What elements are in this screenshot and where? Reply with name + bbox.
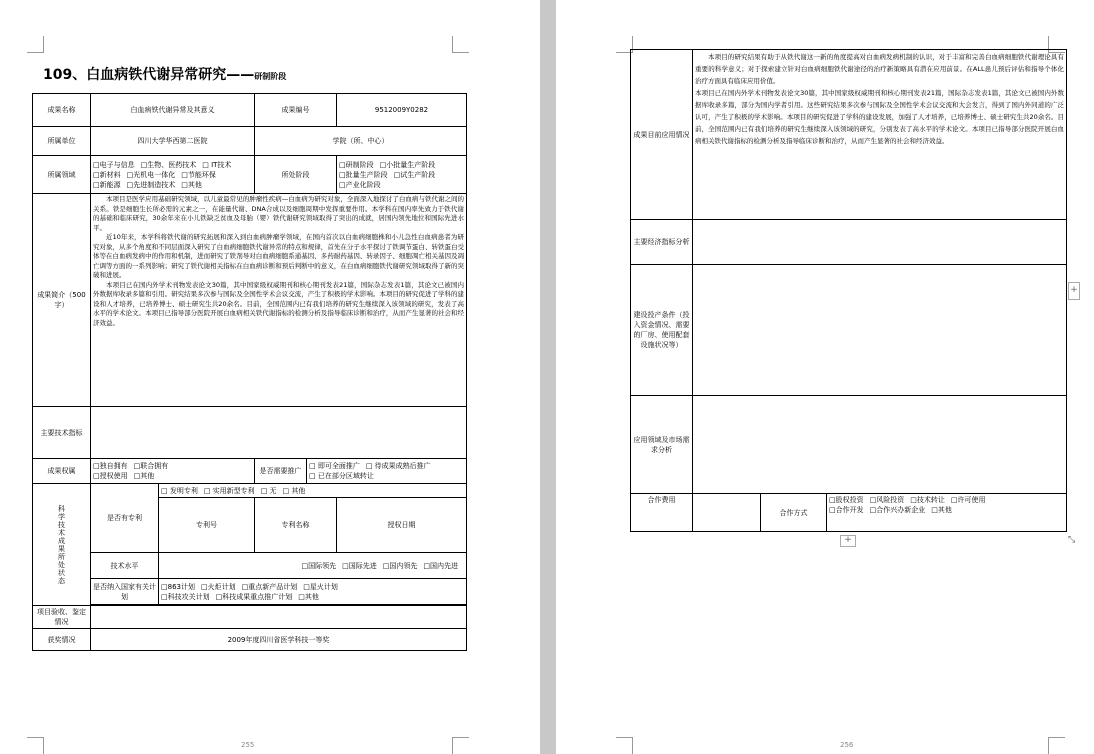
value-result-no[interactable]: 9512009Y0282 [337, 94, 467, 127]
checkbox-plan[interactable]: □其他 [298, 592, 319, 601]
label-plan: 是否纳入国家有关计划 [91, 579, 159, 605]
checkbox-ownership[interactable]: □授权使用 [93, 472, 128, 480]
row-patent [33, 484, 467, 498]
document-title [43, 64, 286, 84]
checkbox-promote[interactable]: □ 待成果成熟后推广 [365, 462, 431, 470]
checkbox-tech-level[interactable]: □国际领先 [301, 561, 337, 570]
checkbox-tech-level[interactable]: □国际先进 [342, 561, 377, 570]
value-invest[interactable] [693, 265, 1067, 396]
label-econ: 主要经济指标分析 [631, 220, 693, 265]
intro-paragraph-3: 本项目已在国内外学术刊物发表论文30篇，其中国家级权威期刊和核心期刊发表21篇，国际杂志发表1篇，其论文已被国内外数据库收录多篇和引用。研究结果多次参与国际及全国性学术会议交流，产生了积极的学术影响。本项目的研究促进了学科的建设和人才培养，已培养博士、硕士研究生共20余名。目前，全国范围内已有我们培养的研究生继续深入该领域的研究，发表了高水平的学术论文。本项目已指导部分医院开展白血病相关铁代谢指标的检测分析及指导临床诊断和治疗，从而产生显著的社会和经济效益。 [93, 280, 464, 327]
checkbox-patent[interactable]: □ 无 [260, 486, 277, 495]
page-number: 255 [241, 741, 255, 749]
intro-paragraph-1: 本项目是医学应用基础研究领域，以儿童最常见的肿瘤性疾病—白血病为研究对象，全面深入地探讨了白血病与铁代谢之间的关系。铁是细胞生长所必需的元素之一，在能量代谢、DNA合成以及细胞周期中发挥重要作用。本学科在国内率先致力于铁代谢的基础和临床研究，30余年来在小儿铁缺乏贫血及母胎（婴）铁代谢研究领域取得了突出的成就，居国内领先地位和国际先进水平。 [93, 195, 464, 232]
label-result-no: 成果编号 [255, 94, 337, 127]
row-result-name [33, 94, 467, 127]
value-unit[interactable]: 四川大学华西第二医院 [91, 127, 255, 156]
checkbox-coop[interactable]: □股权投资 [829, 496, 864, 504]
row-plan [33, 579, 467, 605]
row-tech-index [33, 407, 467, 459]
label-tech-index: 主要技术指标 [33, 407, 91, 459]
resize-handle-icon[interactable]: ⤡ [1068, 535, 1076, 545]
achievement-form-continued [630, 49, 1067, 532]
row-award [33, 629, 467, 651]
label-ownership: 成果权属 [33, 459, 91, 484]
label-patent-name: 专利名称 [255, 498, 337, 553]
plan-options [159, 579, 467, 605]
patent-options [159, 484, 467, 498]
checkbox-coop[interactable]: □合作开发 [829, 506, 864, 514]
checkbox-field[interactable]: □新材料 [93, 170, 121, 179]
row-econ [631, 220, 1067, 265]
label-result-name: 成果名称 [33, 94, 91, 127]
checkbox-patent[interactable]: □ 其他 [282, 486, 306, 495]
checkbox-coop[interactable]: □技术转让 [910, 496, 945, 504]
value-dept[interactable]: 学院（所、中心） [255, 127, 467, 156]
label-patent-no: 专利号 [159, 498, 255, 553]
add-row-icon[interactable]: + [840, 535, 856, 547]
value-result-name[interactable]: 白血病铁代谢异常及其意义 [91, 94, 255, 127]
tech-level-options [159, 553, 467, 579]
checkbox-stage[interactable]: □研制阶段 [339, 160, 374, 169]
label-unit: 所属单位 [33, 127, 91, 156]
label-stage: 所处阶段 [255, 156, 337, 194]
checkbox-plan[interactable]: □重点新产品计划 [241, 582, 298, 591]
crop-mark [27, 737, 44, 754]
label-coop-mode: 合作方式 [761, 494, 827, 532]
crop-mark [452, 737, 469, 754]
row-invest [631, 265, 1067, 396]
checkbox-stage[interactable]: □小批量生产阶段 [379, 160, 436, 169]
value-acceptance[interactable] [91, 606, 467, 629]
application-text[interactable] [693, 50, 1067, 220]
row-acceptance [33, 606, 467, 629]
label-field: 所属领域 [33, 156, 91, 194]
checkbox-stage[interactable]: □产业化阶段 [339, 180, 381, 189]
value-tech-index[interactable] [91, 407, 467, 459]
checkbox-coop[interactable]: □许可使用 [950, 496, 986, 504]
application-paragraph-2: 本项目已在国内外学术刊物发表论文30篇，其中国家级权威期刊和核心期刊发表21篇，国际杂志发表1篇，其论文已被国内外数据库收录多篇，部分为国内学者引用。这些研究结果多次参与国际及全国性学术会议交流和大会发言，得到了国内外同道的广泛认可，产生了积极的学术影响。本项目的研究促进了学科的建设发展，加强了人才培养，已培养博士、硕士研究生共20余名。目前，全国范围内已有我们培养的研究生继续深入该领域的研究，分别发表了高水平的学术论文。本项目已指导部分医院开展白血病相关铁代谢指标的检测分析及指导临床诊断和治疗，从而产生显著的社会和经济效益。 [695, 89, 1064, 145]
row-tech-level [33, 553, 467, 579]
application-paragraph-1: 本项目的研究结果有助于从铁代谢这一新的角度提高对白血病发病机制的认识，对于丰富和完善白血病细胞铁代谢理论具有重要的科学意义；对于探索建立针对白血病细胞铁代谢途径的治疗新策略具有潜在应用前景。在ALL患儿预后评估和指导个体化治疗方面具有临床应用价值。 [695, 53, 1064, 85]
row-unit [33, 127, 467, 156]
label-application: 成果目前应用情况 [631, 50, 693, 220]
checkbox-field[interactable]: □电子与信息 [93, 160, 135, 169]
label-coop-fee: 合作费用 [631, 494, 693, 532]
checkbox-field[interactable]: □ IT技术 [202, 160, 232, 169]
checkbox-field[interactable]: □节能环保 [181, 170, 216, 179]
intro-text[interactable] [91, 194, 467, 407]
checkbox-plan[interactable]: □星火计划 [303, 582, 338, 591]
crop-mark [616, 737, 633, 754]
label-tech-status: 科学技术成果所处状态 [33, 484, 91, 606]
label-acceptance: 项目验收、鉴定情况 [33, 606, 91, 629]
page-gutter [540, 0, 556, 754]
page-255 [0, 0, 540, 754]
checkbox-plan[interactable]: □863计划 [161, 582, 195, 591]
field-options [91, 156, 255, 194]
row-application [631, 50, 1067, 220]
checkbox-promote[interactable]: □ 即可全面推广 [309, 462, 360, 470]
row-cooperation [631, 494, 1067, 532]
checkbox-coop[interactable]: □其他 [931, 506, 952, 514]
checkbox-coop[interactable]: □风险投资 [869, 496, 905, 504]
crop-mark [27, 36, 44, 53]
label-award: 获奖情况 [33, 629, 91, 651]
promote-options [307, 459, 467, 484]
add-column-icon[interactable]: + [1068, 282, 1080, 300]
checkbox-field[interactable]: □光机电一体化 [126, 170, 176, 179]
checkbox-field[interactable]: □先进制造技术 [126, 180, 176, 189]
checkbox-field[interactable]: □新能源 [93, 180, 121, 189]
label-intro: 成果简介（500字） [33, 194, 91, 407]
checkbox-ownership[interactable]: □独自拥有 [93, 462, 128, 470]
label-patent-date: 授权日期 [337, 498, 467, 553]
value-coop-fee[interactable] [693, 494, 761, 532]
checkbox-plan[interactable]: □科技成果重点推广计划 [215, 592, 293, 601]
label-promote: 是否需要推广 [255, 459, 307, 484]
value-award[interactable]: 2009年度四川省医学科技一等奖 [91, 629, 467, 651]
checkbox-coop[interactable]: □合作兴办新企业 [869, 506, 926, 514]
page-number: 256 [840, 741, 854, 749]
checkbox-plan[interactable]: □火炬计划 [200, 582, 236, 591]
row-ownership [33, 459, 467, 484]
checkbox-field[interactable]: □其他 [181, 180, 202, 189]
label-invest: 建设投产条件（投入资金情况、需要的厂房、使用配套设施状况等） [631, 265, 693, 396]
intro-paragraph-2: 近10年来，本学科将铁代谢的研究拓展和深入到白血病肿瘤学领域，在国内首次以白血病细胞株和小儿急性白血病患者为研究对象，从多个角度和不同层面深入研究了白血病细胞铁代谢异常的特点和规律，首先在分子水平探讨了铁调节蛋白、转铁蛋白受体等在白血病发病中的作用和机制，进而研究了铁剂导对白血病细胞系通基因、多药耐药基因、转录因子、细胞凋亡相关基因及凋亡调等方面的一系列影响；研究了铁代谢相关指标在白血病诊断和预后判断中的意义，在白血病细胞铁代谢研究领域取得了新的突破和进展。 [93, 233, 464, 279]
checkbox-tech-level[interactable]: □国内领先 [382, 561, 418, 570]
crop-mark [1048, 737, 1065, 754]
checkbox-stage[interactable]: □批量生产阶段 [339, 170, 388, 179]
stage-options [337, 156, 467, 194]
checkbox-tech-level[interactable]: □国内先进 [423, 561, 458, 570]
checkbox-plan[interactable]: □科技攻关计划 [161, 592, 210, 601]
checkbox-promote[interactable]: □ 已在部分区域转让 [309, 472, 374, 480]
achievement-form [32, 93, 467, 651]
checkbox-stage[interactable]: □试生产阶段 [393, 170, 436, 179]
page-256 [556, 0, 1094, 754]
checkbox-patent[interactable]: □ 发明专利 [161, 486, 198, 495]
title-main: 109、白血病铁代谢异常研究—— [43, 67, 255, 83]
checkbox-ownership[interactable]: □其他 [133, 472, 155, 480]
label-patent: 是否有专利 [91, 484, 159, 553]
label-tech-level: 技术水平 [91, 553, 159, 579]
value-market[interactable] [693, 396, 1067, 494]
ownership-options [91, 459, 255, 484]
checkbox-ownership[interactable]: □联合拥有 [133, 462, 169, 470]
checkbox-field[interactable]: □生物、医药技术 [140, 160, 197, 169]
crop-mark [452, 36, 469, 53]
row-field [33, 156, 467, 194]
value-econ[interactable] [693, 220, 1067, 265]
title-suffix: 研制阶段 [254, 72, 287, 81]
label-market: 应用领域及市场需求分析 [631, 396, 693, 494]
checkbox-patent[interactable]: □ 实用新型专利 [203, 486, 255, 495]
row-market [631, 396, 1067, 494]
row-intro [33, 194, 467, 407]
coop-options [827, 494, 1067, 532]
